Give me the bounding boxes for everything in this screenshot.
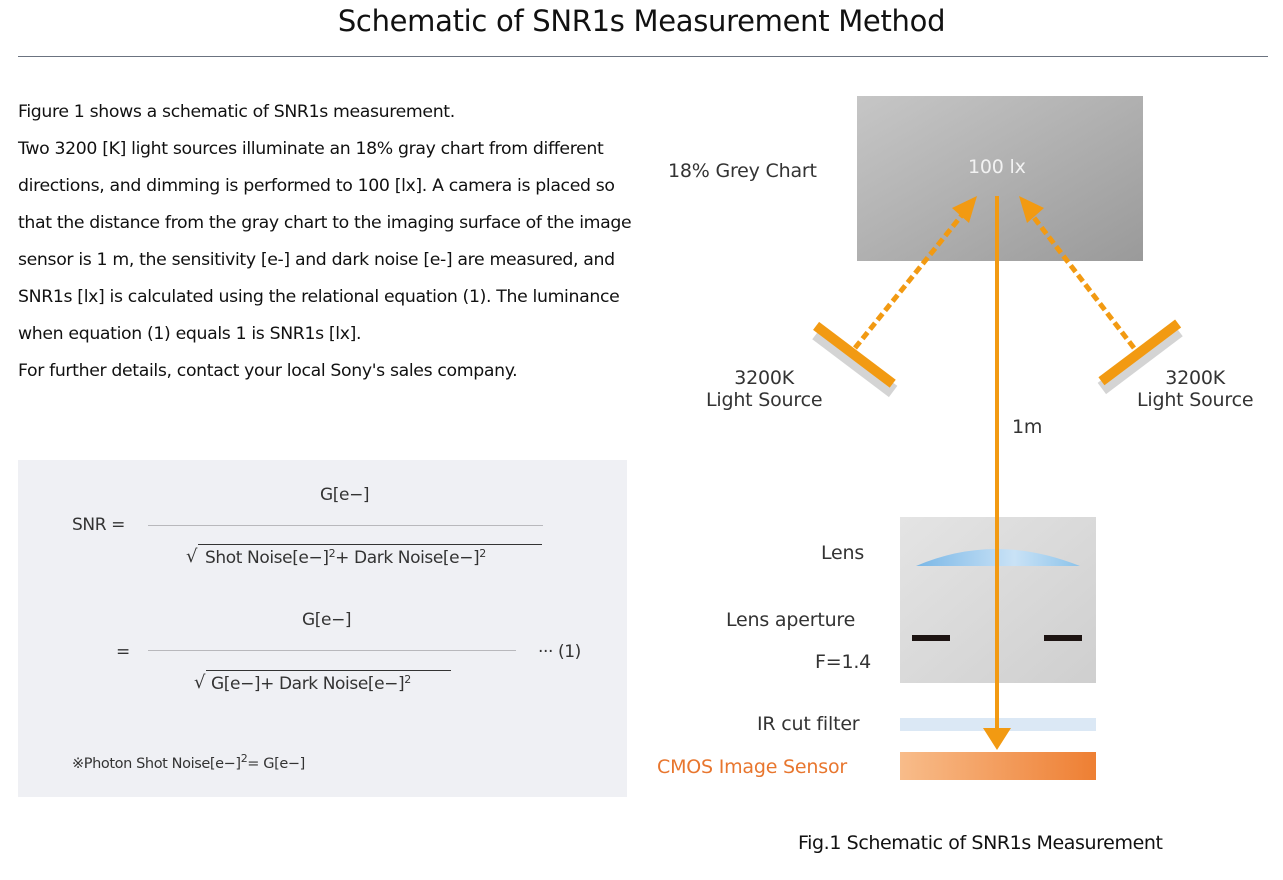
- equation2-equals: =: [116, 642, 130, 662]
- dark-noise-term: + Dark Noise[e−]: [335, 548, 480, 568]
- aperture-label: Lens aperture: [726, 609, 856, 631]
- exponent: 2: [240, 752, 248, 765]
- equation-panel: [18, 460, 627, 797]
- source-name: Light Source: [1137, 389, 1254, 411]
- equation-lhs: SNR =: [72, 515, 125, 535]
- equation1-numerator: G[e−]: [320, 485, 370, 505]
- exponent: 2: [328, 547, 336, 560]
- figure-caption: Fig.1 Schematic of SNR1s Measurement: [798, 832, 1163, 854]
- equation-reference: ··· (1): [538, 642, 581, 662]
- f-number-label: F=1.4: [815, 651, 872, 673]
- ir-filter-label: IR cut filter: [757, 713, 860, 735]
- equation2-fraction-bar: [148, 650, 516, 651]
- equation2-numerator: G[e−]: [302, 610, 352, 630]
- aperture-blade-left: [912, 635, 950, 641]
- grey-chart-label: 18% Grey Chart: [668, 160, 817, 182]
- equation1-denominator: [205, 547, 486, 568]
- note-result: = G[e−]: [247, 756, 305, 772]
- equation2-denominator: [211, 673, 411, 694]
- aperture-blade-right: [1044, 635, 1082, 641]
- description-paragraph: Two 3200 [K] light sources illuminate an 18% gray chart from different directions, and dimming is performed to 100 [lx]. A camera is placed so that the distance from the gray chart to the imaging surface of the image sensor is 1 m, the sensitivity [e-] and dark noise [e-] are measured, and SNR1s [lx] is calculated using the relational equation (1). The luminance when equation (1) equals 1 is SNR1s [lx].: [18, 139, 632, 344]
- description-paragraph: Figure 1 shows a schematic of SNR1s measurement.: [18, 102, 455, 122]
- description-text: [18, 94, 633, 390]
- left-light-source-label: [706, 367, 822, 411]
- description-paragraph: For further details, contact your local Sony's sales company.: [18, 361, 518, 381]
- note-term: Photon Shot Noise[e−]: [83, 756, 241, 772]
- cmos-sensor: [900, 752, 1096, 780]
- source-name: Light Source: [706, 389, 823, 411]
- equation2-radical-bar: [206, 670, 451, 671]
- measurement-schematic: [640, 80, 1283, 880]
- equation-note: [72, 752, 305, 772]
- exponent: 2: [479, 547, 486, 560]
- title-divider: [18, 56, 1268, 57]
- sqrt-icon: √: [194, 672, 206, 693]
- sqrt-icon: √: [186, 546, 198, 567]
- note-mark-icon: ※: [72, 756, 84, 772]
- grey-chart: [857, 96, 1143, 261]
- schematic-drawing: [640, 80, 1283, 820]
- dark-noise-term: G[e−]+ Dark Noise[e−]: [211, 674, 405, 694]
- distance-label: 1m: [1012, 416, 1043, 438]
- right-light-source-label: [1137, 367, 1253, 411]
- page-title: Schematic of SNR1s Measurement Method: [337, 4, 946, 38]
- exponent: 2: [404, 673, 411, 686]
- shot-noise-term: Shot Noise[e−]: [205, 548, 329, 568]
- equation1-fraction-bar: [148, 525, 543, 526]
- color-temp: 3200K: [1165, 367, 1226, 389]
- color-temp: 3200K: [734, 367, 795, 389]
- illuminance-label: 100 lx: [968, 156, 1026, 178]
- equation1-radical-bar: [198, 544, 542, 545]
- lens-label: Lens: [821, 542, 865, 564]
- sensor-label: CMOS Image Sensor: [657, 756, 847, 778]
